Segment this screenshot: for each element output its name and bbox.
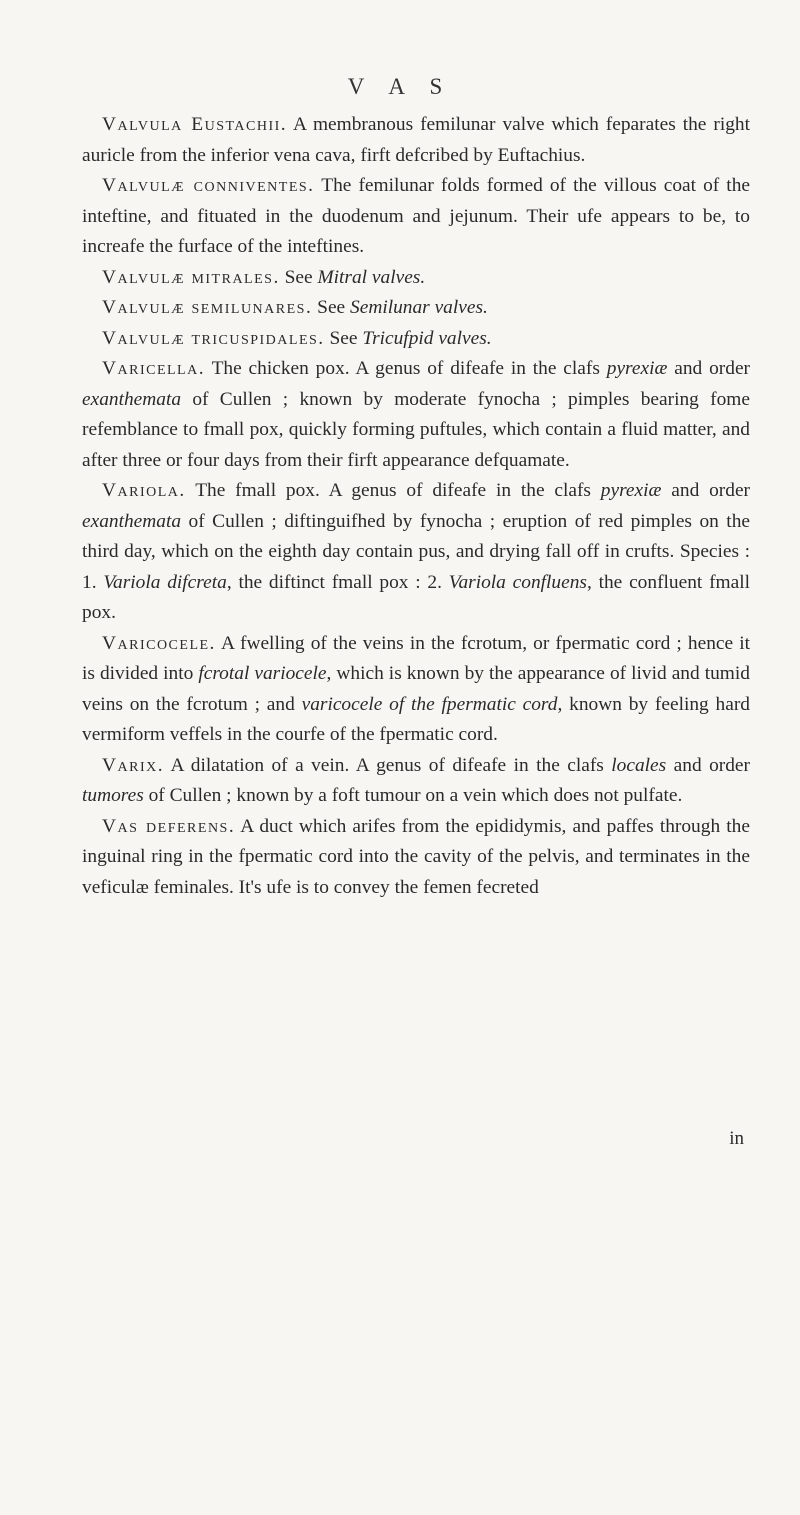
italic-reference: Mitral valves. [317, 266, 426, 288]
italic-reference: fcrotal variocele [198, 663, 327, 684]
dictionary-entry [82, 354, 750, 476]
entry-text: and order [667, 358, 751, 379]
entry-text: of Cullen ; diftinguifhed by fynocha ; eruption of red pimples on the third day, which on the eighth day contain pus, and drying fall off in crufts. Species : 1. [82, 510, 750, 593]
entry-text: The femilunar folds formed of the villous coat of the inteftine, and fituated in the duodenum and jejunum. Their ufe appears to be, to increafe the furface of the inteftines. [82, 175, 751, 257]
entry-text: See [312, 297, 351, 318]
dictionary-entry [82, 293, 750, 324]
entry-text: See [279, 266, 318, 288]
entry-headword: Vas deferens. [102, 815, 236, 837]
italic-reference: tumores [82, 785, 144, 806]
entry-text: The fmall pox. A genus of difeafe in the clafs [185, 480, 601, 501]
entry-text: of Cullen ; known by a foft tumour on a vein which does not pulfate. [143, 785, 683, 806]
italic-reference: exanthemata [82, 510, 182, 532]
entry-text: , known by feeling hard vermiform veffels in the courfe of the fpermatic cord. [82, 693, 750, 745]
entry-text: A membranous femilunar valve which feparates the right auricle from the inferior vena cava, firft defcribed by Euftachius. [82, 114, 750, 166]
dictionary-entry [82, 751, 750, 812]
dictionary-entry [82, 476, 750, 629]
entry-text: The chicken pox. A genus of difeafe in the clafs [205, 358, 607, 379]
entry-headword: Valvulæ semilunares. [102, 297, 313, 318]
dictionary-entry [82, 171, 750, 263]
italic-reference: Variola difcreta [103, 571, 227, 593]
entry-text: and order [666, 754, 750, 776]
entry-text: of Cullen ; known by moderate fynocha ; pimples bearing fome refemblance to fmall pox, quickly forming puftules, which contain a fluid matter, and after three or four days from their firft appearance defquamate. [82, 388, 750, 471]
entry-headword: Valvulæ mitrales. [102, 266, 280, 288]
entry-headword: Varicocele. [102, 632, 216, 654]
italic-reference: Tricufpid valves. [362, 327, 492, 349]
dictionary-entry [82, 324, 750, 355]
italic-reference: pyrexiæ [606, 358, 668, 379]
dictionary-entry [82, 263, 750, 294]
italic-reference: exanthemata [82, 388, 182, 410]
entry-headword: Valvulæ tricuspidales. [102, 327, 325, 349]
italic-reference: locales [611, 754, 667, 776]
dictionary-entry [82, 629, 750, 751]
entries-column [82, 110, 750, 903]
entry-text: A dilatation of a vein. A genus of difeafe in the clafs [164, 754, 612, 776]
entry-headword: Varix. [102, 754, 165, 776]
entry-text: , the confluent fmall pox. [82, 571, 750, 623]
entry-text: , which is known by the appearance of livid and tumid veins on the fcrotum ; and [82, 663, 750, 715]
italic-reference: varicocele of the fpermatic cord [301, 693, 558, 715]
italic-reference: Semilunar valves. [350, 297, 488, 318]
dictionary-entry [82, 110, 750, 171]
entry-text: A fwelling of the veins in the fcrotum, or fpermatic cord ; hence it is divided into [82, 632, 750, 684]
italic-reference: pyrexiæ [600, 480, 662, 501]
italic-reference: Variola confluens [448, 571, 587, 593]
entry-headword: Variola. [102, 480, 186, 501]
entry-headword: Valvulæ conniventes. [102, 175, 315, 196]
entry-headword: Valvula Eustachii. [102, 114, 288, 135]
dictionary-entry [82, 812, 750, 904]
entry-text: A duct which arifes from the epididymis, and paffes through the inguinal ring in the fpermatic cord into the cavity of the pelvis, and terminates in the veficulæ feminales. It's ufe is to convey the femen fecreted [82, 815, 750, 898]
entry-text: See [324, 327, 363, 349]
entry-headword: Varicella. [102, 358, 206, 379]
entry-text: , the diftinct fmall pox : 2. [226, 571, 449, 593]
entry-text: and order [661, 480, 751, 501]
running-head: V A S [347, 74, 453, 99]
catchword: in [729, 1128, 744, 1149]
